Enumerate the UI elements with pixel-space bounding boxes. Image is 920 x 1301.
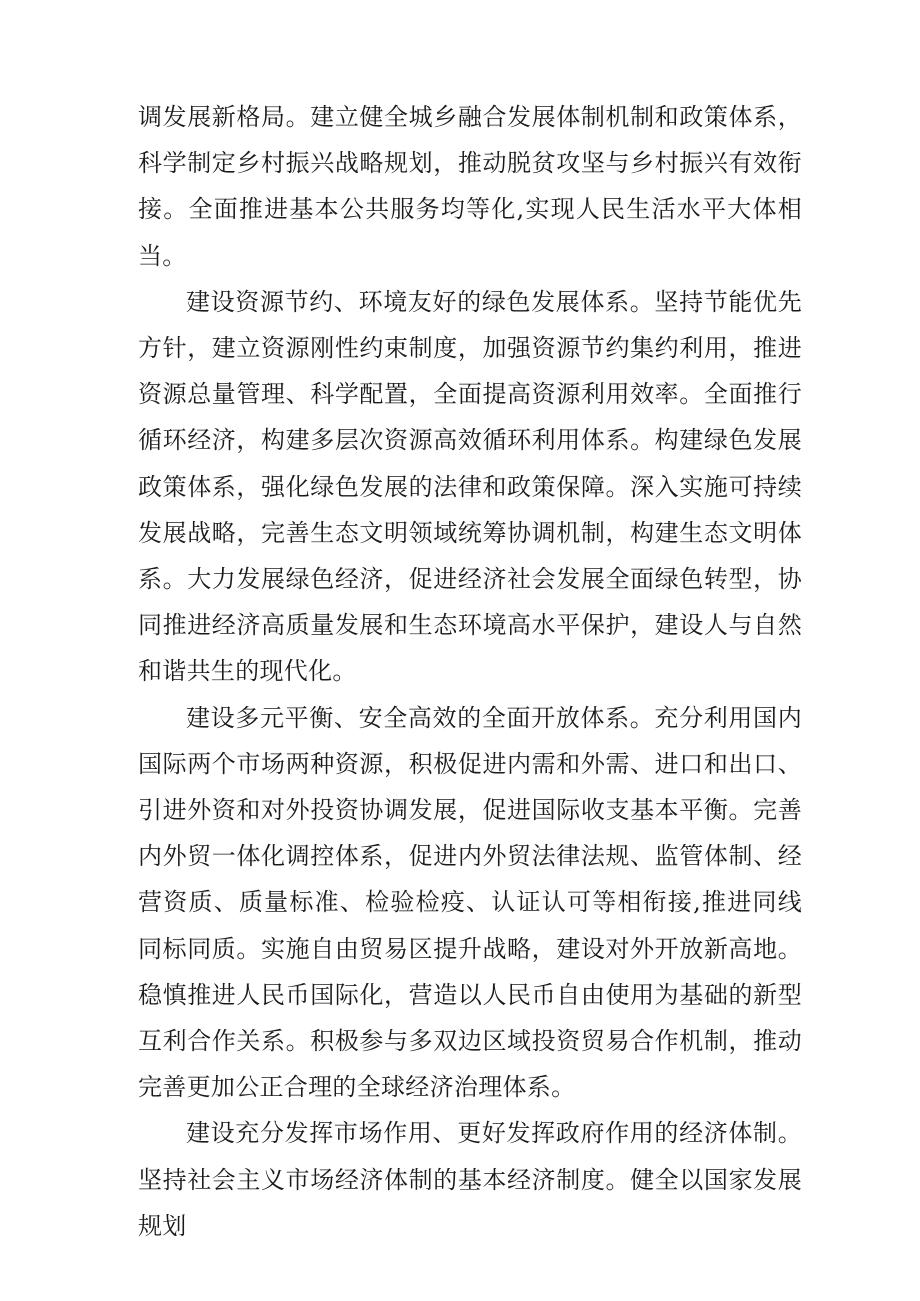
paragraph-opening-up: 建设多元平衡、安全高效的全面开放体系。充分利用国内国际两个市场两种资源，积极促进内需和外需、进口和出口、引进外资和对外投资协调发展，促进国际收支基本平衡。完善内外贸一体化调控体系，促进内外贸法律法规、监管体制、经营资质、质量标准、检验检疫、认证认可等相衔接,推进同线同标同质。实施自由贸易区提升战略，建设对外开放新高地。稳慎推进人民币国际化，营造以人民币自由使用为基础的新型互利合作关系。积极参与多双边区域投资贸易合作机制，推动完善更加公正合理的全球经济治理体系。 <box>138 703 802 1102</box>
paragraph-green-development: 建设资源节约、环境友好的绿色发展体系。坚持节能优先方针，建立资源刚性约束制度，加强资源节约集约利用，推进资源总量管理、科学配置，全面提高资源利用效率。全面推行循环经济，构建多层次资源高效循环利用体系。构建绿色发展政策体系，强化绿色发展的法律和政策保障。深入实施可持续发展战略，完善生态文明领域统筹协调机制，构建生态文明体系。大力发展绿色经济，促进经济社会发展全面绿色转型，协同推进经济高质量发展和生态环境高水平保护，建设人与自然和谐共生的现代化。 <box>138 287 802 686</box>
paragraph-economic-system: 建设充分发挥市场作用、更好发挥政府作用的经济体制。坚持社会主义市场经济体制的基本经济制度。健全以国家发展规划 <box>138 1119 802 1240</box>
paragraph-urban-rural: 调发展新格局。建立健全城乡融合发展体制机制和政策体系，科学制定乡村振兴战略规划，推动脱贫攻坚与乡村振兴有效衔接。全面推进基本公共服务均等化,实现人民生活水平大体相当。 <box>138 103 802 270</box>
document-page <box>138 94 802 1249</box>
